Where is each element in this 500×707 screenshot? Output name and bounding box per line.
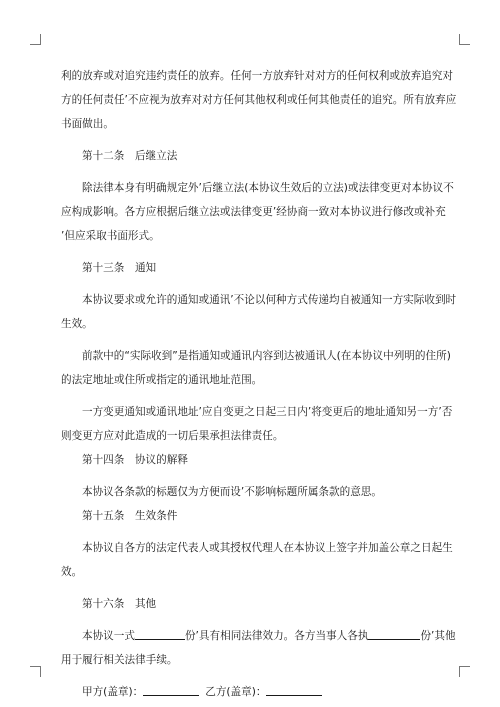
copies-count-blank (135, 628, 185, 640)
party-a-label: 甲方(盖章)： (82, 686, 144, 698)
paragraph-line: ’但应采取书面形式。 (61, 230, 160, 242)
paragraph-line: 生效。 (61, 318, 93, 330)
paragraph-line: 用于履行相关法律手续。 (61, 654, 178, 666)
party-a-seal-blank (143, 684, 199, 696)
paragraph-line: 本协议各条款的标题仅为方便而设’不影响标题所属条款的意思。 (82, 486, 382, 498)
paragraph-line: 本协议要求或允许的通知或通讯’不论以何种方式传递均自被通知一方实际收到时 (82, 294, 457, 306)
copies-text-c: 份’其他 (420, 630, 456, 642)
paragraph-line: 效。 (61, 566, 83, 578)
article-15-heading: 第十五条 生效条件 (82, 510, 178, 522)
party-b-seal-blank (266, 684, 322, 696)
article-16-heading: 第十六条 其他 (82, 598, 157, 610)
party-b-label: 乙方(盖章)： (205, 686, 267, 698)
document-body (61, 64, 457, 704)
crop-mark-bottom-left (30, 666, 41, 677)
paragraph-line: 本协议自各方的法定代表人或其授权代理人在本协议上签字并加盖公章之日起生 (82, 542, 453, 554)
article-13-heading: 第十三条 通知 (82, 262, 157, 274)
paragraph-line: 除法律本身有明确规定外’后继立法(本协议生效后的立法)或法律变更对本协议不 (82, 182, 454, 194)
crop-mark-top-right (459, 34, 470, 45)
article-14-heading: 第十四条 协议的解释 (82, 454, 188, 466)
article-12-heading: 第十二条 后继立法 (82, 150, 178, 162)
copies-each-blank (368, 628, 420, 640)
copies-text-b: 份’具有相同法律效力。各方当事人各执 (184, 630, 369, 642)
paragraph-line: 利的放弃或对追究违约责任的放弃。任何一方放弃针对对方的任何权利或放弃追究对 (61, 70, 453, 82)
paragraph-line: 前款中的“实际收到”是指通知或通讯内容到达被通讯人(在本协议中列明的住所) (82, 350, 451, 362)
copies-text-a: 本协议一式 (82, 630, 135, 642)
paragraph-line: 一方变更通知或通讯地址’应自变更之日起三日内’将变更后的地址通知另一方’否 (82, 406, 453, 418)
paragraph-line: 的法定地址或住所或指定的通讯地址范围。 (61, 374, 263, 386)
paragraph-line: 方的任何责任’不应视为放弃对对方任何其他权利或任何其他责任的追究。所有放弃应 (61, 94, 457, 106)
paragraph-line: 应构成影响。各方应根据后继立法或法律变更’经协商一致对本协议进行修改或补充 (61, 206, 446, 218)
paragraph-line: 书面做出。 (61, 118, 114, 130)
crop-mark-top-left (30, 34, 41, 45)
crop-mark-bottom-right (459, 666, 470, 677)
paragraph-line: 则变更方应对此造成的一切后果承担法律责任。 (61, 430, 284, 442)
signature-line (61, 680, 441, 704)
copies-line (61, 624, 456, 648)
